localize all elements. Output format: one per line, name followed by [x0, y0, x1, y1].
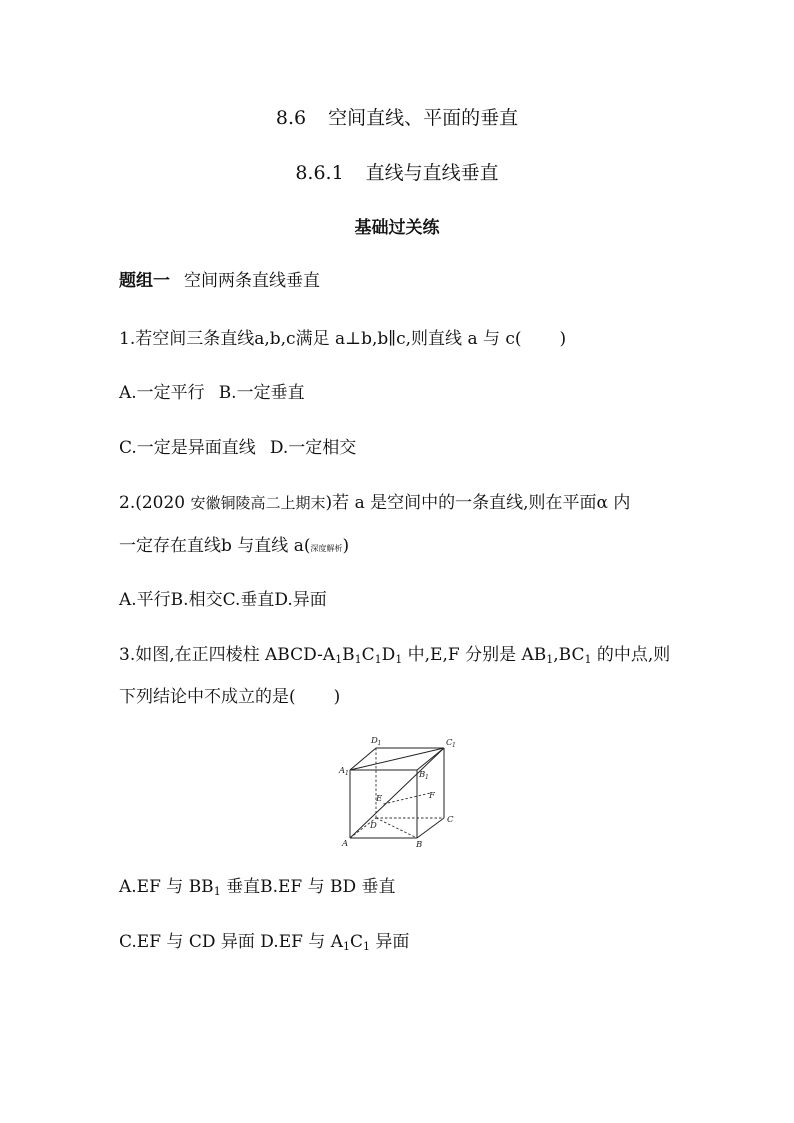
label-c1: C [446, 738, 453, 748]
q1-option-d: D.一定相交 [269, 438, 357, 458]
q3-line2-text: 下列结论中不成立的是( [119, 687, 296, 707]
q1-option-a: A.一定平行 [119, 383, 205, 403]
q3-sub: 1 [354, 653, 362, 666]
label-d: D [370, 821, 377, 831]
q3-text-d: D [381, 645, 396, 665]
subsection-heading [0, 162, 794, 184]
q3-sub: 1 [546, 653, 554, 666]
q2-prefix: 2.(2020 [119, 493, 191, 513]
q3-sub: 1 [213, 885, 221, 898]
q3-option-c: C.EF 与 CD 异面 D.EF 与 A [119, 932, 343, 952]
q3-sub: 1 [363, 940, 370, 953]
label-e: E [376, 794, 383, 804]
q3-text-c: C [361, 645, 375, 665]
edge-b-c [417, 818, 444, 838]
q1-stem-text: 1.若空间三条直线a,b,c满足 a⊥b,b∥c,则直线 a 与 c( [119, 329, 522, 349]
q3-line2 [119, 686, 340, 708]
label-b1-sub: 1 [425, 774, 429, 781]
q3-option-c-post: 异面 [370, 932, 410, 952]
q1-option-b: B.一定垂直 [218, 383, 305, 403]
section-number: 8.6 [275, 107, 307, 129]
q1-stem [119, 328, 566, 350]
section-title: 空间直线、平面的垂直 [328, 107, 519, 129]
q2-tag: 深度解析 [310, 544, 343, 553]
q3-text-f: ,BC [553, 645, 585, 665]
q3-sub: 1 [342, 940, 350, 953]
q3-sub: 1 [335, 653, 343, 666]
q1-option-c: C.一定是异面直线 [119, 438, 256, 458]
q2-line1 [119, 492, 630, 514]
group-label: 题组一 [119, 271, 170, 291]
q3-option-a-post: 垂直B.EF 与 BD 垂直 [220, 877, 396, 897]
q3-text-b: B [342, 645, 355, 665]
q3-close: ) [333, 687, 341, 707]
q1-close: ) [559, 329, 567, 349]
q3-text-e: 中,E,F 分别是 AB [402, 645, 547, 665]
q2-line2 [119, 535, 349, 560]
label-f: F [429, 791, 435, 801]
label-b: B [416, 840, 423, 850]
section-heading [0, 107, 794, 129]
label-c1-sub: 1 [452, 742, 456, 749]
practice-title: 基础过关练 [354, 218, 440, 238]
q1-options-row2 [119, 437, 356, 459]
q3-line1 [119, 644, 670, 671]
q3-sub: 1 [395, 653, 403, 666]
label-d1-sub: 1 [377, 740, 382, 747]
label-a: A [342, 839, 349, 849]
label-a1: A [339, 766, 346, 776]
q3-option-c-mid: C [349, 932, 363, 952]
label-d1: D [371, 736, 378, 746]
q3-options-row1 [119, 876, 396, 903]
q2-rest: )若 a 是空间中的一条直线,则在平面α 内 [325, 493, 631, 513]
prism-figure [330, 734, 466, 852]
q3-options-row2 [119, 931, 409, 958]
q3-text-a: 3.如图,在正四棱柱 ABCD-A [119, 645, 336, 665]
q2-line2-end: ) [342, 536, 350, 556]
q1-options-row1 [119, 382, 305, 404]
label-a1-sub: 1 [345, 770, 349, 777]
label-c: C [447, 815, 454, 825]
q3-option-a-pre: A.EF 与 BB [119, 877, 214, 897]
q2-line2-text: 一定存在直线b 与直线 a( [119, 536, 311, 556]
q3-sub: 1 [374, 653, 382, 666]
label-b1: B [419, 770, 426, 780]
subsection-title: 直线与直线垂直 [365, 162, 499, 184]
q2-source: 安徽铜陵高二上期末 [190, 494, 326, 512]
q2-options: A.平行B.相交C.垂直D.异面 [119, 590, 327, 610]
group-title: 空间两条直线垂直 [184, 271, 320, 291]
group-heading [119, 270, 320, 292]
prism-diagram [330, 734, 466, 852]
subsection-number: 8.6.1 [295, 162, 344, 184]
q3-text-g: 的中点,则 [591, 645, 671, 665]
hidden-diagonal-d-b [376, 818, 417, 838]
q3-sub: 1 [584, 653, 592, 666]
